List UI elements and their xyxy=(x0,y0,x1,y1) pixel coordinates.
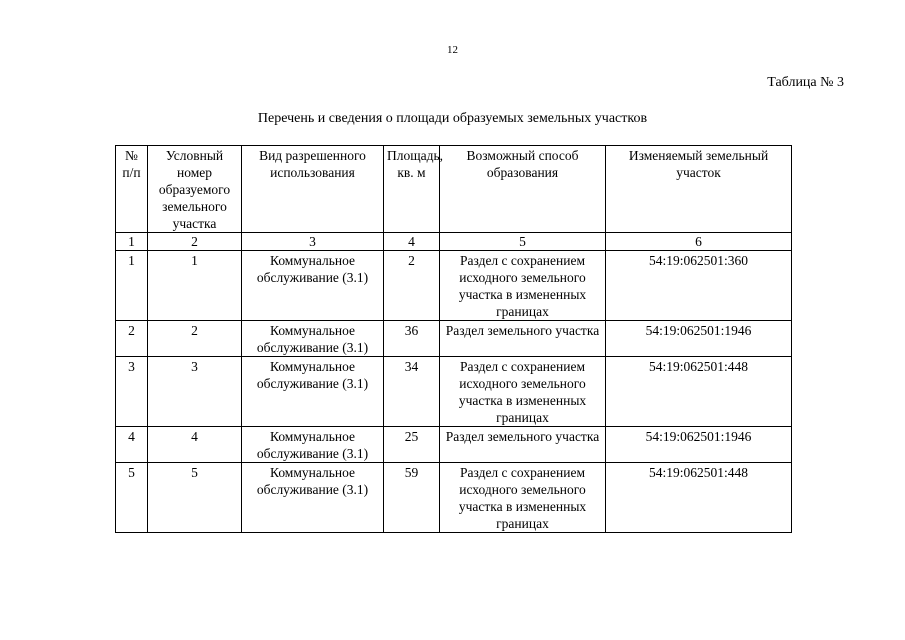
table-row xyxy=(116,427,792,463)
row-number: 2 xyxy=(116,321,148,357)
permitted-use: Коммунальное обслуживание (3.1) xyxy=(242,463,384,533)
plot-number: 5 xyxy=(148,463,242,533)
header-cell: Условный номер образуемого земельного участка xyxy=(148,146,242,233)
plot-number: 3 xyxy=(148,357,242,427)
area: 34 xyxy=(384,357,440,427)
row-number: 5 xyxy=(116,463,148,533)
cadastral-number: 54:19:062501:360 xyxy=(606,251,792,321)
cadastral-number: 54:19:062501:1946 xyxy=(606,321,792,357)
header-cell: Возможный способ образования xyxy=(440,146,606,233)
formation-method: Раздел с сохранением исходного земельного участка в измененных границах xyxy=(440,357,606,427)
area: 2 xyxy=(384,251,440,321)
table-row xyxy=(116,251,792,321)
table-title: Перечень и сведения о площади образуемых земельных участков xyxy=(257,111,648,126)
plot-number: 1 xyxy=(148,251,242,321)
permitted-use: Коммунальное обслуживание (3.1) xyxy=(242,357,384,427)
header-cell: № п/п xyxy=(116,146,148,233)
row-number: 4 xyxy=(116,427,148,463)
header-cell: Площадь, кв. м xyxy=(384,146,440,233)
page-number: 12 xyxy=(447,44,458,56)
table-row xyxy=(116,357,792,427)
table-header-row xyxy=(116,146,792,233)
area: 36 xyxy=(384,321,440,357)
formation-method: Раздел земельного участка xyxy=(440,321,606,357)
column-number: 2 xyxy=(148,233,242,251)
column-number: 3 xyxy=(242,233,384,251)
column-number: 1 xyxy=(116,233,148,251)
cadastral-number: 54:19:062501:448 xyxy=(606,357,792,427)
column-number: 5 xyxy=(440,233,606,251)
table-row xyxy=(116,463,792,533)
cadastral-number: 54:19:062501:1946 xyxy=(606,427,792,463)
plot-number: 4 xyxy=(148,427,242,463)
header-cell: Вид разрешенного использования xyxy=(242,146,384,233)
land-plots-table xyxy=(115,145,792,533)
formation-method: Раздел с сохранением исходного земельного участка в измененных границах xyxy=(440,251,606,321)
table-row xyxy=(116,321,792,357)
area: 59 xyxy=(384,463,440,533)
plot-number: 2 xyxy=(148,321,242,357)
table-label: Таблица № 3 xyxy=(767,75,844,90)
permitted-use: Коммунальное обслуживание (3.1) xyxy=(242,251,384,321)
row-number: 1 xyxy=(116,251,148,321)
formation-method: Раздел земельного участка xyxy=(440,427,606,463)
formation-method: Раздел с сохранением исходного земельного участка в измененных границах xyxy=(440,463,606,533)
column-number: 6 xyxy=(606,233,792,251)
column-number-row xyxy=(116,233,792,251)
header-cell: Изменяемый земельный участок xyxy=(606,146,792,233)
area: 25 xyxy=(384,427,440,463)
permitted-use: Коммунальное обслуживание (3.1) xyxy=(242,427,384,463)
row-number: 3 xyxy=(116,357,148,427)
cadastral-number: 54:19:062501:448 xyxy=(606,463,792,533)
column-number: 4 xyxy=(384,233,440,251)
permitted-use: Коммунальное обслуживание (3.1) xyxy=(242,321,384,357)
